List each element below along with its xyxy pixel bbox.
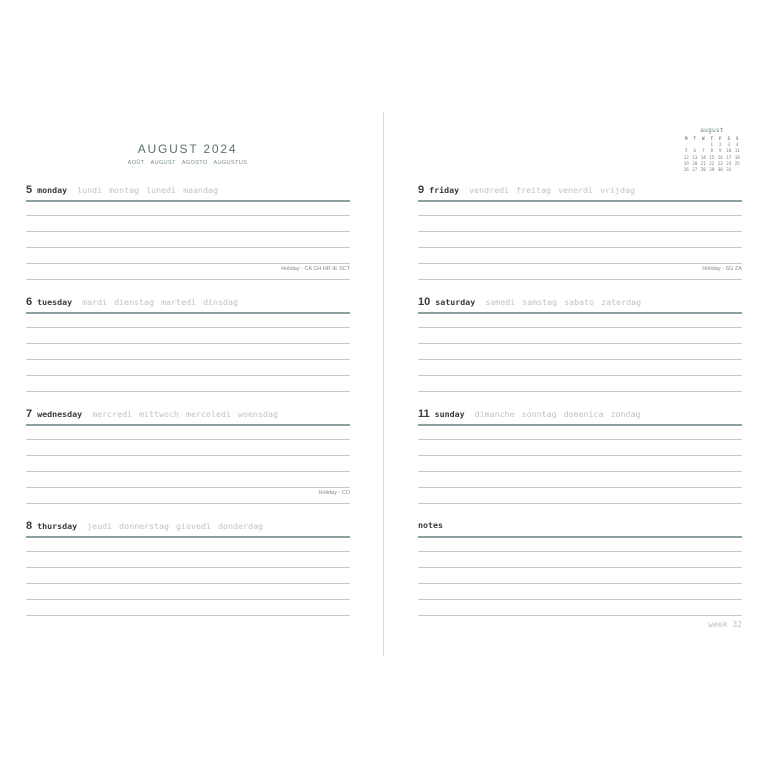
mini-calendar-date xyxy=(733,167,742,172)
writing-line[interactable] xyxy=(418,551,742,552)
day-number: 8 xyxy=(26,520,33,532)
day-translation: sonntag xyxy=(521,409,557,419)
mini-calendar-date: 8 xyxy=(710,148,714,154)
month-title: AUGUST 2024 xyxy=(137,142,238,156)
day-block-wednesday xyxy=(26,408,350,504)
writing-line[interactable] xyxy=(418,439,742,440)
mini-calendar-date: 14 xyxy=(700,154,706,160)
day-header-rule xyxy=(26,424,350,426)
mini-calendar-date: 17 xyxy=(726,154,732,160)
day-name: tuesday xyxy=(37,297,73,307)
day-translation: domenica xyxy=(563,409,604,419)
mini-calendar-date: 30 xyxy=(717,166,723,172)
day-number: 10 xyxy=(418,296,431,308)
holiday-note: Holiday - CA CH HR IE SCT xyxy=(281,266,350,272)
mini-calendar-date: 16 xyxy=(717,154,723,160)
month-translation: AOÛT xyxy=(127,160,145,166)
writing-line[interactable] xyxy=(418,567,742,568)
writing-line[interactable] xyxy=(26,359,350,360)
day-name: sunday xyxy=(434,409,465,419)
notes-block xyxy=(418,520,742,616)
day-header xyxy=(26,296,245,308)
mini-calendar-weekday: F xyxy=(718,136,722,141)
month-translations xyxy=(120,160,255,166)
day-translation: venerdì xyxy=(558,185,594,195)
day-block-monday xyxy=(26,184,350,280)
writing-line[interactable] xyxy=(26,247,350,248)
mini-calendar-date: 4 xyxy=(735,142,739,148)
day-translation: zaterdag xyxy=(601,297,642,307)
writing-line[interactable] xyxy=(418,279,742,280)
writing-line[interactable] xyxy=(26,599,350,600)
day-translation: lundi xyxy=(77,185,103,195)
writing-line[interactable] xyxy=(418,455,742,456)
day-name: saturday xyxy=(435,297,476,307)
mini-calendar-date: 2 xyxy=(718,142,722,148)
writing-line[interactable] xyxy=(26,327,350,328)
mini-calendar-weekday: S xyxy=(735,136,739,141)
day-block-friday xyxy=(418,184,742,280)
day-number: 9 xyxy=(418,184,425,196)
writing-line[interactable] xyxy=(26,215,350,216)
writing-line[interactable] xyxy=(418,471,742,472)
writing-line[interactable] xyxy=(26,263,350,264)
mini-calendar-date xyxy=(699,142,708,147)
mini-calendar-date: 19 xyxy=(683,160,689,166)
day-translation: vrijdag xyxy=(600,185,635,195)
day-header-rule xyxy=(26,200,350,202)
writing-line[interactable] xyxy=(418,263,742,264)
day-block-saturday xyxy=(418,296,742,392)
writing-line[interactable] xyxy=(418,599,742,600)
day-translation: freitag xyxy=(516,185,552,195)
day-translation: mardi xyxy=(82,297,108,307)
notes-header xyxy=(418,520,453,532)
mini-calendar-weekday: W xyxy=(701,136,705,141)
writing-line[interactable] xyxy=(26,567,350,568)
mini-calendar-date: 1 xyxy=(710,142,714,148)
mini-calendar-date: 10 xyxy=(726,148,732,154)
day-header-rule xyxy=(418,312,742,314)
day-translation: dimanche xyxy=(474,409,515,419)
mini-calendar-date: 26 xyxy=(683,166,689,172)
mini-calendar-date: 24 xyxy=(726,160,732,166)
day-number: 6 xyxy=(26,296,33,308)
mini-calendar-date: 20 xyxy=(692,160,698,166)
mini-calendar-weekday: M xyxy=(684,136,688,141)
day-translation: maandag xyxy=(183,185,219,195)
mini-calendar-weekday: S xyxy=(727,136,731,141)
writing-line[interactable] xyxy=(26,391,350,392)
writing-line[interactable] xyxy=(418,487,742,488)
day-translation: lunedì xyxy=(146,185,177,195)
day-translation: samstag xyxy=(522,297,558,307)
day-translation: mercoledì xyxy=(186,409,231,419)
mini-calendar-date: 15 xyxy=(709,154,715,160)
day-translation: mercredi xyxy=(92,409,133,419)
month-translation: AUGUST xyxy=(150,160,176,166)
writing-line[interactable] xyxy=(418,215,742,216)
day-name: monday xyxy=(37,185,68,195)
notes-label: notes xyxy=(418,520,443,530)
day-header xyxy=(418,184,642,196)
mini-calendar-date: 18 xyxy=(734,154,740,160)
day-header-rule xyxy=(418,536,742,538)
day-block-thursday xyxy=(26,520,350,616)
mini-calendar-date: 5 xyxy=(684,148,688,154)
month-translation: AGOSTO xyxy=(181,160,208,166)
day-header-rule xyxy=(26,312,350,314)
writing-line[interactable] xyxy=(418,503,742,504)
mini-calendar-date: 21 xyxy=(700,160,706,166)
day-number: 7 xyxy=(26,408,33,420)
mini-calendar-date xyxy=(691,142,700,147)
mini-calendar-date: 3 xyxy=(727,142,731,148)
week-number: week 32 xyxy=(708,620,742,629)
day-translation: mittwoch xyxy=(139,409,180,419)
day-name: friday xyxy=(429,185,460,195)
day-header xyxy=(26,184,225,196)
day-translation: giovedì xyxy=(176,521,211,531)
mini-calendar-weekday: T xyxy=(693,136,697,141)
day-name: thursday xyxy=(37,521,78,531)
mini-calendar-date: 28 xyxy=(700,166,706,172)
mini-calendar-date: 12 xyxy=(683,154,689,160)
mini-calendar-date: 25 xyxy=(734,160,740,166)
mini-calendar-date: 31 xyxy=(726,166,732,172)
day-header xyxy=(418,296,648,308)
mini-calendar-date: 22 xyxy=(709,160,715,166)
day-block-tuesday xyxy=(26,296,350,392)
writing-line[interactable] xyxy=(418,583,742,584)
day-translation: vendredi xyxy=(469,185,510,195)
day-translation: donderdag xyxy=(218,521,263,531)
mini-calendar-date xyxy=(682,142,691,147)
writing-line[interactable] xyxy=(26,615,350,616)
writing-line[interactable] xyxy=(26,343,350,344)
writing-line[interactable] xyxy=(418,231,742,232)
page-spine-divider xyxy=(383,112,384,656)
mini-calendar-date: 7 xyxy=(701,148,705,154)
writing-line[interactable] xyxy=(418,343,742,344)
writing-line[interactable] xyxy=(26,471,350,472)
mini-calendar-grid xyxy=(682,136,742,172)
writing-line[interactable] xyxy=(26,583,350,584)
day-translation: dinsdag xyxy=(203,297,238,307)
day-translation: donnerstag xyxy=(119,521,170,531)
month-translation: AUGUSTUS xyxy=(213,160,248,166)
mini-calendar-date: 27 xyxy=(692,166,698,172)
day-block-sunday xyxy=(418,408,742,504)
day-header-rule xyxy=(418,424,742,426)
mini-calendar-date: 13 xyxy=(692,154,698,160)
mini-calendar-date: 29 xyxy=(709,166,715,172)
mini-calendar-date: 23 xyxy=(717,160,723,166)
writing-line[interactable] xyxy=(418,391,742,392)
day-header xyxy=(26,520,270,532)
day-number: 11 xyxy=(418,408,430,420)
day-translation: dienstag xyxy=(114,297,155,307)
day-translation: montag xyxy=(109,185,140,195)
writing-line[interactable] xyxy=(418,327,742,328)
writing-line[interactable] xyxy=(26,231,350,232)
mini-calendar-date: 6 xyxy=(693,148,697,154)
writing-line[interactable] xyxy=(26,375,350,376)
mini-calendar-date: 11 xyxy=(734,148,740,154)
writing-line[interactable] xyxy=(26,503,350,504)
writing-line[interactable] xyxy=(26,455,350,456)
writing-line[interactable] xyxy=(418,247,742,248)
day-translation: jeudi xyxy=(87,521,113,531)
day-header-rule xyxy=(418,200,742,202)
holiday-note: Holiday - CO xyxy=(318,490,350,496)
day-translation: zondag xyxy=(610,409,641,419)
day-translation: samedi xyxy=(485,297,516,307)
mini-calendar-title: august xyxy=(700,127,724,134)
writing-line[interactable] xyxy=(418,375,742,376)
holiday-note: Holiday - SG ZA xyxy=(702,266,742,272)
writing-line[interactable] xyxy=(418,359,742,360)
writing-line[interactable] xyxy=(418,615,742,616)
writing-line[interactable] xyxy=(26,279,350,280)
day-header xyxy=(26,408,285,420)
day-number: 5 xyxy=(26,184,33,196)
day-translation: sabato xyxy=(564,297,595,307)
mini-calendar-weekday: T xyxy=(710,136,714,141)
writing-line[interactable] xyxy=(26,487,350,488)
mini-calendar xyxy=(682,127,742,172)
day-translation: martedì xyxy=(161,297,197,307)
writing-line[interactable] xyxy=(26,439,350,440)
writing-line[interactable] xyxy=(26,551,350,552)
day-translation: woensdag xyxy=(238,409,278,419)
mini-calendar-date: 9 xyxy=(718,148,722,154)
day-name: wednesday xyxy=(37,409,83,419)
day-header-rule xyxy=(26,536,350,538)
day-header xyxy=(418,408,648,420)
